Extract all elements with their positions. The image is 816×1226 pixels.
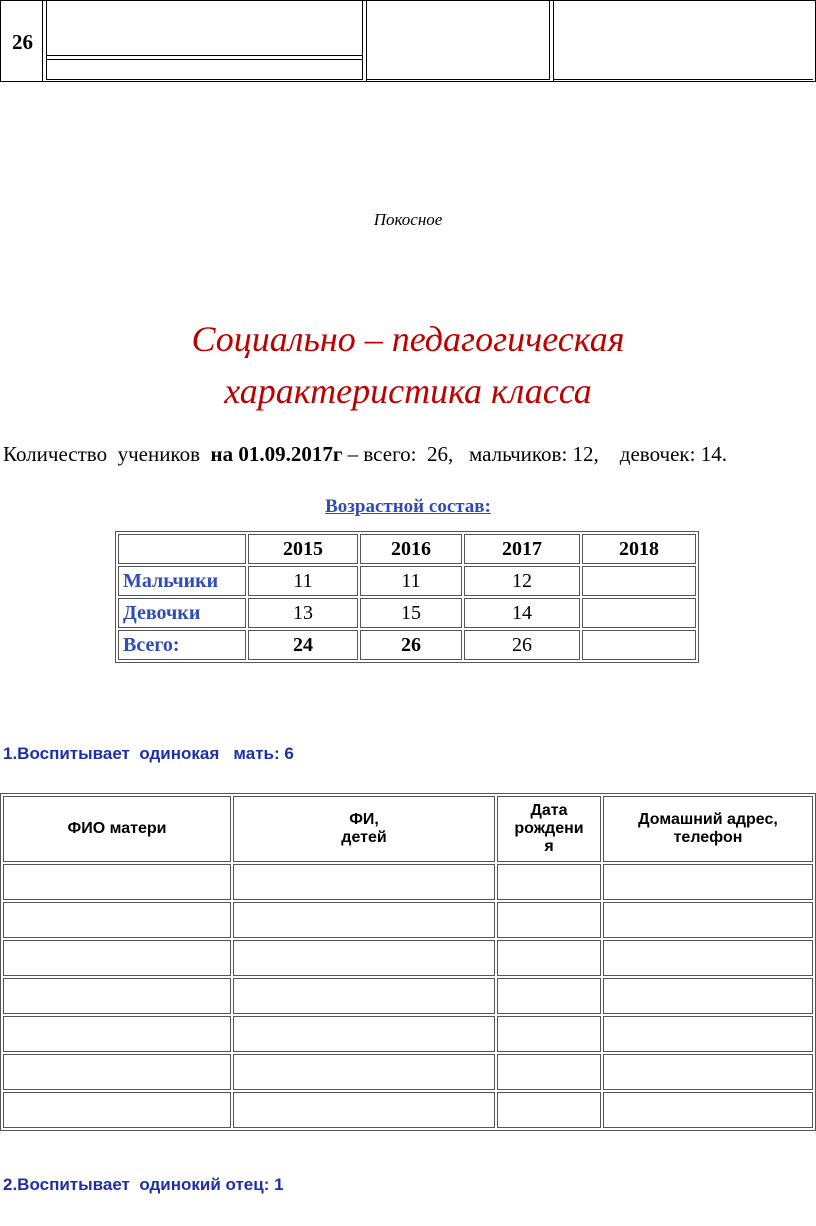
table-row (118, 566, 696, 596)
count-prefix: Количество учеников (3, 442, 211, 466)
table-row (3, 978, 813, 1014)
table-row (118, 598, 696, 628)
table-cell (497, 864, 601, 900)
count-date: на 01.09.2017г (210, 442, 343, 466)
table-cell (3, 1054, 231, 1090)
column-header: Домашний адрес, телефон (603, 796, 813, 862)
table-cell (233, 1016, 495, 1052)
table-cell (3, 940, 231, 976)
column-header: ФИ, детей (233, 796, 495, 862)
table-cell (603, 940, 813, 976)
table-cell (497, 1092, 601, 1128)
village-name: Покосное (373, 210, 443, 229)
table-cell: 26 (360, 630, 462, 660)
table-cell (233, 1092, 495, 1128)
table-cell (233, 940, 495, 976)
table-row (3, 1054, 813, 1090)
table-cell (233, 1054, 495, 1090)
table-row (3, 1092, 813, 1128)
empty-corner-cell (118, 534, 246, 564)
table-cell (603, 902, 813, 938)
table-cell (3, 864, 231, 900)
table-cell (497, 1016, 601, 1052)
table-cell (603, 864, 813, 900)
section-single-father-heading: 2.Воспитывает одинокий отец: 1 (3, 1175, 284, 1194)
table-cell (3, 978, 231, 1014)
column-header: Дата рождени я (497, 796, 601, 862)
table-cell: 24 (248, 630, 358, 660)
table-cell (603, 1092, 813, 1128)
table-cell (497, 902, 601, 938)
table-cell (233, 902, 495, 938)
table-cell (233, 978, 495, 1014)
table-cell (497, 978, 601, 1014)
table-header-row (3, 796, 813, 862)
table-cell (497, 1054, 601, 1090)
table-cell: 14 (464, 598, 580, 628)
table-cell: 11 (248, 566, 358, 596)
table-cell: 26 (464, 630, 580, 660)
document-title-line1: Социально – педагогическая (191, 319, 625, 359)
age-composition-table (115, 531, 699, 663)
row-label: Мальчики (118, 566, 246, 596)
table-cell: 11 (360, 566, 462, 596)
row-label: Девочки (118, 598, 246, 628)
age-composition-heading: Возрастной состав: (325, 496, 491, 517)
table-header-row (118, 534, 696, 564)
table-row (3, 1016, 813, 1052)
table-cell (497, 940, 601, 976)
table-cell: 12 (464, 566, 580, 596)
table-row (118, 630, 696, 660)
table-cell (603, 978, 813, 1014)
document-title-line2: характеристика класса (224, 371, 592, 411)
table-cell: 13 (248, 598, 358, 628)
table-cell (582, 566, 696, 596)
row-number: 26 (12, 30, 33, 54)
single-mothers-table (0, 793, 816, 1131)
table-cell (3, 1092, 231, 1128)
table-cell (603, 1016, 813, 1052)
year-header: 2016 (360, 534, 462, 564)
student-count (3, 442, 727, 467)
column-header: ФИО матери (3, 796, 231, 862)
year-header: 2017 (464, 534, 580, 564)
table-cell (582, 598, 696, 628)
table-row (3, 940, 813, 976)
year-header: 2018 (582, 534, 696, 564)
table-cell (3, 902, 231, 938)
table-cell (603, 1054, 813, 1090)
row-label: Всего: (118, 630, 246, 660)
table-cell (3, 1016, 231, 1052)
table-cell (233, 864, 495, 900)
year-header: 2015 (248, 534, 358, 564)
table-row (3, 902, 813, 938)
count-suffix: – всего: 26, мальчиков: 12, девочек: 14. (342, 442, 727, 466)
section-single-mother-heading: 1.Воспитывает одинокая мать: 6 (3, 744, 294, 763)
table-cell: 15 (360, 598, 462, 628)
previous-table-fragment (0, 0, 816, 82)
table-row (3, 864, 813, 900)
table-cell (582, 630, 696, 660)
